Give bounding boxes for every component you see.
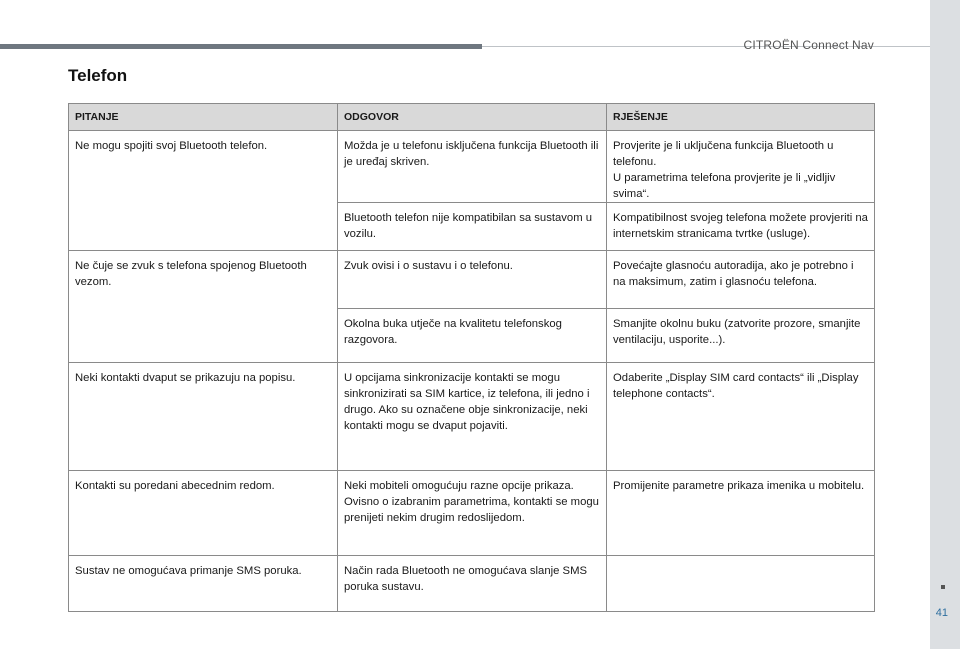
table-row	[69, 131, 875, 203]
answer-cell: Možda je u telefonu isključena funkcija Bluetooth ili je uređaj skriven.	[338, 131, 607, 203]
table-header-row	[69, 104, 875, 131]
answer-cell: Zvuk ovisi i o sustavu i o telefonu.	[338, 251, 607, 309]
brand-label: CITROËN Connect Nav	[743, 38, 874, 52]
solution-cell: Smanjite okolnu buku (zatvorite prozore, smanjite ventilaciju, usporite...).	[607, 309, 875, 363]
table-row	[69, 363, 875, 471]
answer-cell: Okolna buka utječe na kvalitetu telefonskog razgovora.	[338, 309, 607, 363]
page-marker	[941, 585, 945, 589]
solution-cell: Promijenite parametre prikaza imenika u mobitelu.	[607, 471, 875, 556]
question-cell: Ne čuje se zvuk s telefona spojenog Bluetooth vezom.	[69, 251, 338, 363]
answer-cell: Način rada Bluetooth ne omogućava slanje SMS poruka sustavu.	[338, 556, 607, 612]
question-cell: Ne mogu spojiti svoj Bluetooth telefon.	[69, 131, 338, 251]
table-row	[69, 471, 875, 556]
table-row	[69, 556, 875, 612]
page-title: Telefon	[68, 66, 128, 85]
table-row	[69, 251, 875, 309]
question-cell: Kontakti su poredani abecednim redom.	[69, 471, 338, 556]
question-cell: Sustav ne omogućava primanje SMS poruka.	[69, 556, 338, 612]
page-edge-strip	[930, 0, 960, 649]
header-rule-dark	[0, 44, 482, 49]
column-header-question: PITANJE	[69, 104, 338, 131]
solution-cell	[607, 556, 875, 612]
answer-cell: U opcijama sinkronizacije kontakti se mogu sinkronizirati sa SIM kartice, iz telefona, ili jedno i drugo. Ako su označene obje sinkronizacije, neki kontakti mogu se dvaput pojaviti.	[338, 363, 607, 471]
answer-cell: Neki mobiteli omogućuju razne opcije prikaza. Ovisno o izabranim parametrima, kontakti se mogu prenijeti nekim drugim redoslijedom.	[338, 471, 607, 556]
answer-cell: Bluetooth telefon nije kompatibilan sa sustavom u vozilu.	[338, 203, 607, 251]
page-number: 41	[935, 607, 948, 619]
solution-cell: Povećajte glasnoću autoradija, ako je potrebno i na maksimum, zatim i glasnoću telefona.	[607, 251, 875, 309]
solution-cell: Provjerite je li uključena funkcija Bluetooth u telefonu. U parametrima telefona provjerite je li „vidljiv svima“.	[607, 131, 875, 203]
question-cell: Neki kontakti dvaput se prikazuju na popisu.	[69, 363, 338, 471]
column-header-answer: ODGOVOR	[338, 104, 607, 131]
column-header-solution: RJEŠENJE	[607, 104, 875, 131]
solution-cell: Odaberite „Display SIM card contacts“ ili „Display telephone contacts“.	[607, 363, 875, 471]
troubleshooting-table	[68, 103, 875, 612]
solution-cell: Kompatibilnost svojeg telefona možete provjeriti na internetskim stranicama tvrtke (usluge).	[607, 203, 875, 251]
